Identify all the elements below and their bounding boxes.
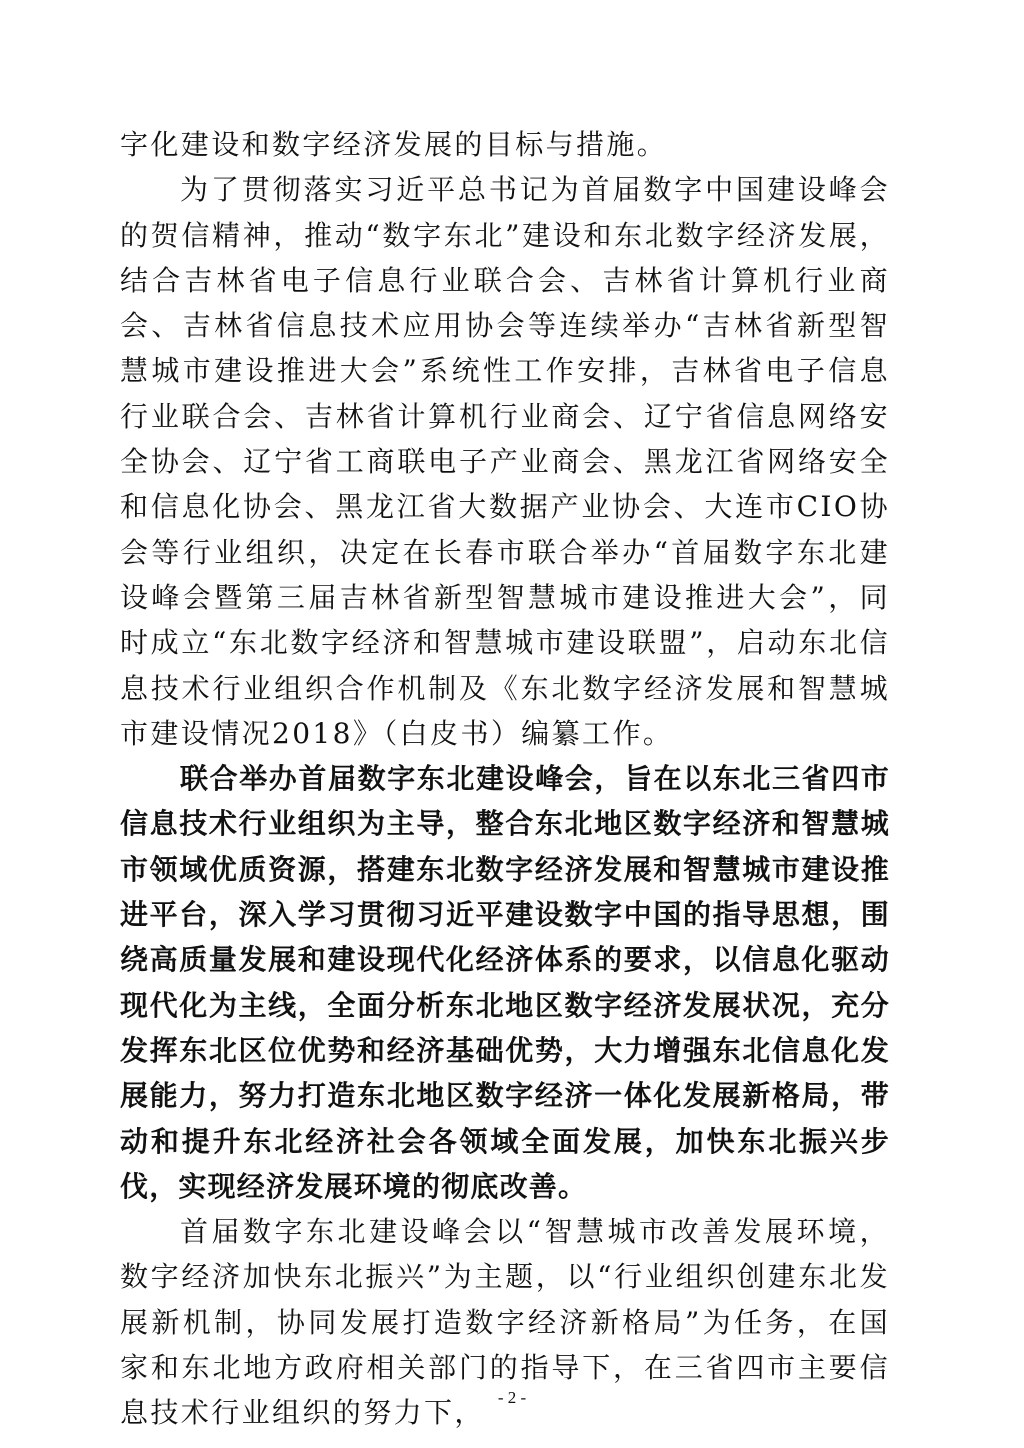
document-body: [120, 122, 890, 1436]
paragraph-continuation: 字化建设和数字经济发展的目标与措施。: [120, 128, 668, 161]
page-number: - 2 -: [497, 1388, 527, 1407]
paragraph-summit-background: 为了贯彻落实习近平总书记为首届数字中国建设峰会的贺信精神，推动“数字东北”建设和东北数字经济发展，结合吉林省电子信息行业联合会、吉林省计算机行业商会、吉林省信息技术应用协会等连续举办“吉林省新型智慧城市建设推进大会”系统性工作安排，吉林省电子信息行业联合会、吉林省计算机行业商会、辽宁省信息网络安全协会、辽宁省工商联电子产业商会、黑龙江省网络安全和信息化协会、黑龙江省大数据产业协会、大连市CIO协会等行业组织，决定在长春市联合举办“首届数字东北建设峰会暨第三届吉林省新型智慧城市建设推进大会”，同时成立“东北数字经济和智慧城市建设联盟”，启动东北信息技术行业组织合作机制及《东北数字经济发展和智慧城市建设情况2018》（白皮书）编纂工作。: [120, 173, 890, 750]
paragraph-summit-purpose: 联合举办首届数字东北建设峰会，旨在以东北三省四市信息技术行业组织为主导，整合东北地区数字经济和智慧城市领域优质资源，搭建东北数字经济发展和智慧城市建设推进平台，深入学习贯彻习近平建设数字中国的指导思想，围绕高质量发展和建设现代化经济体系的要求，以信息化驱动现代化为主线，全面分析东北地区数字经济发展状况，充分发挥东北区位优势和经济基础优势，大力增强东北信息化发展能力，努力打造东北地区数字经济一体化发展新格局，带动和提升东北经济社会各领域全面发展，加快东北振兴步伐，实现经济发展环境的彻底改善。: [120, 762, 890, 1203]
paragraph-summit-theme: 首届数字东北建设峰会以“智慧城市改善发展环境，数字经济加快东北振兴”为主题，以“行业组织创建东北发展新机制，协同发展打造数字经济新格局”为任务，在国家和东北地方政府相关部门的指导下，在三省四市主要信息技术行业组织的努力下，: [120, 1215, 890, 1430]
